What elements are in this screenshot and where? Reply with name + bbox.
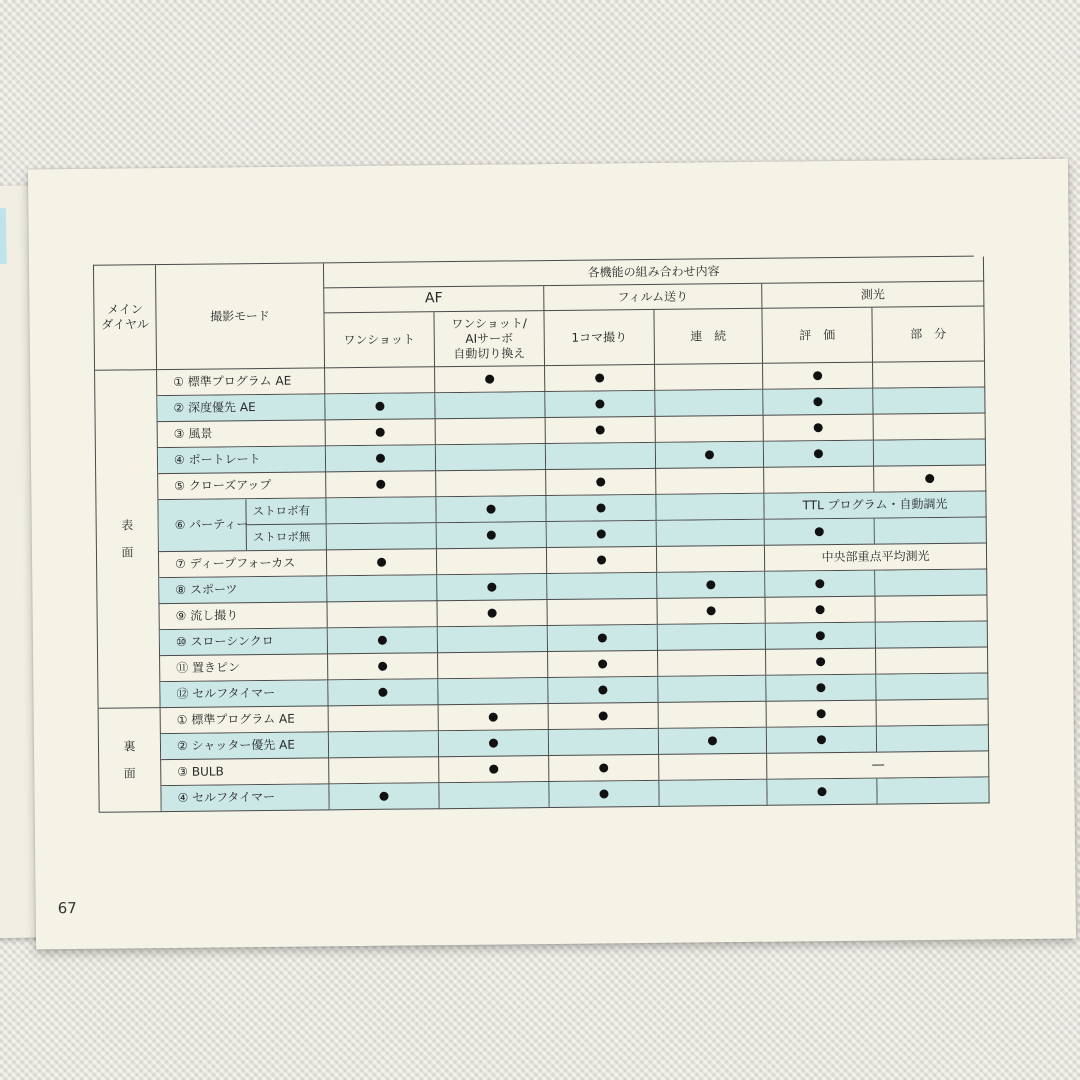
dot-mark	[813, 397, 822, 406]
header-af-servo-line1: ワンショット/	[451, 315, 527, 331]
cell	[326, 419, 436, 446]
cell	[439, 756, 549, 783]
dot-mark	[817, 735, 826, 744]
dot-mark	[378, 636, 387, 645]
cell	[439, 782, 549, 809]
mode-label: ① 標準プログラム AE	[157, 368, 325, 396]
dot-mark	[816, 683, 825, 692]
mode-label: ④ ポートレート	[158, 446, 326, 474]
dot-mark	[596, 503, 605, 512]
mode-combination-table	[93, 256, 980, 813]
cell	[325, 393, 435, 420]
cell	[438, 652, 548, 679]
cell	[873, 361, 985, 388]
cell	[435, 392, 545, 419]
cell	[329, 757, 439, 784]
cell	[547, 547, 657, 574]
mode-label: ③ 風景	[158, 420, 326, 448]
header-combination: 各機能の組み合わせ内容	[324, 256, 984, 288]
dot-mark	[814, 423, 823, 432]
cell	[659, 728, 767, 755]
cell	[325, 367, 435, 394]
dot-mark	[596, 477, 605, 486]
cell	[876, 621, 988, 648]
cell	[326, 497, 436, 524]
group-back-label	[99, 708, 162, 813]
mode-label: ② シャッター優先 AE	[161, 732, 329, 760]
group-back-char1: 裏	[123, 738, 136, 753]
dot-mark	[815, 527, 824, 536]
cell	[659, 754, 767, 781]
cell	[763, 389, 873, 416]
dot-mark	[598, 633, 607, 642]
cell	[767, 779, 877, 806]
dot-mark	[815, 579, 824, 588]
cell	[545, 365, 655, 392]
page-number: 67	[57, 898, 77, 918]
cell	[546, 495, 656, 522]
dot-mark	[377, 558, 386, 567]
cell	[659, 702, 767, 729]
dot-mark	[378, 662, 387, 671]
cell	[436, 496, 546, 523]
cell	[546, 417, 656, 444]
dot-mark	[598, 685, 607, 694]
party-mode-cell	[158, 498, 327, 552]
dot-mark	[487, 583, 496, 592]
dot-mark	[817, 709, 826, 718]
mode-label: ③ BULB	[161, 758, 329, 786]
cell	[873, 387, 985, 414]
sub-label-flash-off: ストロボ無	[252, 529, 311, 545]
mode-label: ⑫ セルフタイマー	[160, 680, 328, 708]
cell	[764, 441, 874, 468]
cell	[437, 548, 547, 575]
cell	[328, 627, 438, 654]
header-af-one-shot: ワンショット	[324, 312, 435, 368]
cell	[655, 390, 763, 417]
cell	[766, 623, 876, 650]
cell	[765, 519, 875, 546]
cell	[874, 413, 986, 440]
header-metering: 測光	[762, 281, 984, 308]
dot-mark	[707, 606, 716, 615]
mode-label: ⑪ 置きピン	[160, 654, 328, 682]
manual-page	[28, 159, 1076, 950]
cell	[877, 725, 989, 752]
cell	[549, 781, 659, 808]
cell	[657, 520, 765, 547]
cell	[767, 727, 877, 754]
dot-mark	[598, 659, 607, 668]
cell	[547, 521, 657, 548]
party-sub-labels	[246, 498, 326, 550]
cell	[875, 517, 987, 544]
dot-mark	[925, 474, 934, 483]
mode-label: ⑤ クローズアップ	[158, 472, 326, 500]
cell	[658, 676, 766, 703]
dot-mark	[486, 505, 495, 514]
cell	[876, 673, 988, 700]
cell	[327, 549, 437, 576]
cell	[766, 675, 876, 702]
cell	[656, 442, 764, 469]
group-back-char2: 面	[123, 765, 136, 780]
dot-mark	[817, 787, 826, 796]
dot-mark	[597, 555, 606, 564]
cell-metering-none	[767, 751, 989, 779]
cell	[436, 470, 546, 497]
cell	[326, 471, 436, 498]
cell	[548, 677, 658, 704]
dot-mark	[378, 688, 387, 697]
cell	[656, 494, 764, 521]
header-af-servo	[434, 311, 545, 367]
group-front-char2: 面	[121, 544, 134, 560]
mode-label: ④ セルフタイマー	[161, 784, 329, 812]
cell	[547, 599, 657, 626]
cell	[764, 415, 874, 442]
cell	[764, 467, 874, 494]
note-ttl-program: TTL プログラム・自動調光	[764, 491, 986, 519]
cell	[328, 653, 438, 680]
cell	[328, 679, 438, 706]
dot-mark	[816, 631, 825, 640]
left-page-tab	[0, 208, 7, 264]
dot-mark	[376, 428, 385, 437]
cell	[765, 597, 875, 624]
dot-mark	[489, 739, 498, 748]
header-shooting-mode: 撮影モード	[156, 263, 325, 370]
cell	[877, 777, 989, 804]
dot-mark	[597, 529, 606, 538]
mode-label: ⑧ スポーツ	[159, 576, 327, 604]
cell	[549, 703, 659, 730]
mode-label: ⑨ 流し撮り	[160, 602, 328, 630]
cell	[437, 522, 547, 549]
header-film-continuous: 連 続	[654, 309, 763, 365]
cell	[439, 704, 549, 731]
header-film-advance: フィルム送り	[544, 284, 762, 311]
cell	[655, 364, 763, 391]
header-af: AF	[324, 286, 544, 313]
dot-mark	[376, 454, 385, 463]
mode-label: ⑥ パーティー	[158, 499, 247, 551]
cell	[656, 416, 764, 443]
cell	[437, 600, 547, 627]
cell	[438, 678, 548, 705]
dot-mark	[485, 375, 494, 384]
header-af-servo-line3: 自動切り換え	[453, 345, 526, 361]
cell	[763, 363, 873, 390]
cell	[876, 647, 988, 674]
dot-mark	[706, 580, 715, 589]
cell	[549, 729, 659, 756]
cell	[765, 571, 875, 598]
cell	[877, 699, 989, 726]
cell	[546, 443, 656, 470]
cell	[545, 391, 655, 418]
cell	[435, 366, 545, 393]
dot-mark	[705, 450, 714, 459]
cell	[438, 626, 548, 653]
cell	[329, 783, 439, 810]
cell	[547, 573, 657, 600]
cell	[549, 755, 659, 782]
cell	[874, 439, 986, 466]
cell	[436, 444, 546, 471]
cell	[766, 649, 876, 676]
cell	[657, 572, 765, 599]
note-center-weighted: 中央部重点平均測光	[765, 543, 987, 571]
cell	[546, 469, 656, 496]
dot-mark	[489, 765, 498, 774]
cell	[437, 574, 547, 601]
cell	[657, 598, 765, 625]
dot-mark	[488, 609, 497, 618]
cell	[875, 569, 987, 596]
dot-mark	[376, 480, 385, 489]
header-af-servo-line2: AIサーボ	[465, 330, 514, 346]
dot-mark	[816, 605, 825, 614]
dot-mark	[595, 373, 604, 382]
mode-label: ⑩ スローシンクロ	[160, 628, 328, 656]
dot-mark	[599, 711, 608, 720]
header-main-dial	[94, 265, 157, 371]
cell	[548, 651, 658, 678]
cell	[658, 650, 766, 677]
mode-label: ① 標準プログラム AE	[161, 706, 329, 734]
cell	[767, 701, 877, 728]
cell	[657, 546, 765, 573]
group-front-label	[95, 370, 161, 709]
dash-mark	[872, 764, 884, 766]
dot-mark	[375, 402, 384, 411]
dot-mark	[708, 736, 717, 745]
dot-mark	[599, 763, 608, 772]
cell	[327, 601, 437, 628]
header-metering-evaluative: 評 価	[762, 308, 873, 364]
sub-label-flash-on: ストロボ有	[246, 498, 325, 525]
dot-mark	[599, 789, 608, 798]
dot-mark	[816, 657, 825, 666]
header-main-dial-line1: メイン	[106, 302, 143, 317]
header-main-dial-line2: ダイヤル	[101, 317, 149, 332]
dot-mark	[379, 792, 388, 801]
header-metering-partial: 部 分	[872, 306, 985, 362]
cell	[656, 468, 764, 495]
cell	[874, 465, 986, 492]
cell	[875, 595, 987, 622]
cell	[659, 780, 767, 807]
cell	[548, 625, 658, 652]
dot-mark	[596, 425, 605, 434]
cell	[329, 731, 439, 758]
cell	[439, 730, 549, 757]
cell	[329, 705, 439, 732]
mode-label: ② 深度優先 AE	[157, 394, 325, 422]
dot-mark	[489, 713, 498, 722]
dot-mark	[595, 399, 604, 408]
cell	[327, 523, 437, 550]
mode-label: ⑦ ディープフォーカス	[159, 550, 327, 578]
cell	[436, 418, 546, 445]
cell	[326, 445, 436, 472]
header-film-single: 1コマ撮り	[544, 310, 655, 366]
group-front-char1: 表	[121, 517, 134, 533]
cell	[658, 624, 766, 651]
cell	[327, 575, 437, 602]
dot-mark	[487, 531, 496, 540]
dot-mark	[814, 449, 823, 458]
dot-mark	[813, 371, 822, 380]
